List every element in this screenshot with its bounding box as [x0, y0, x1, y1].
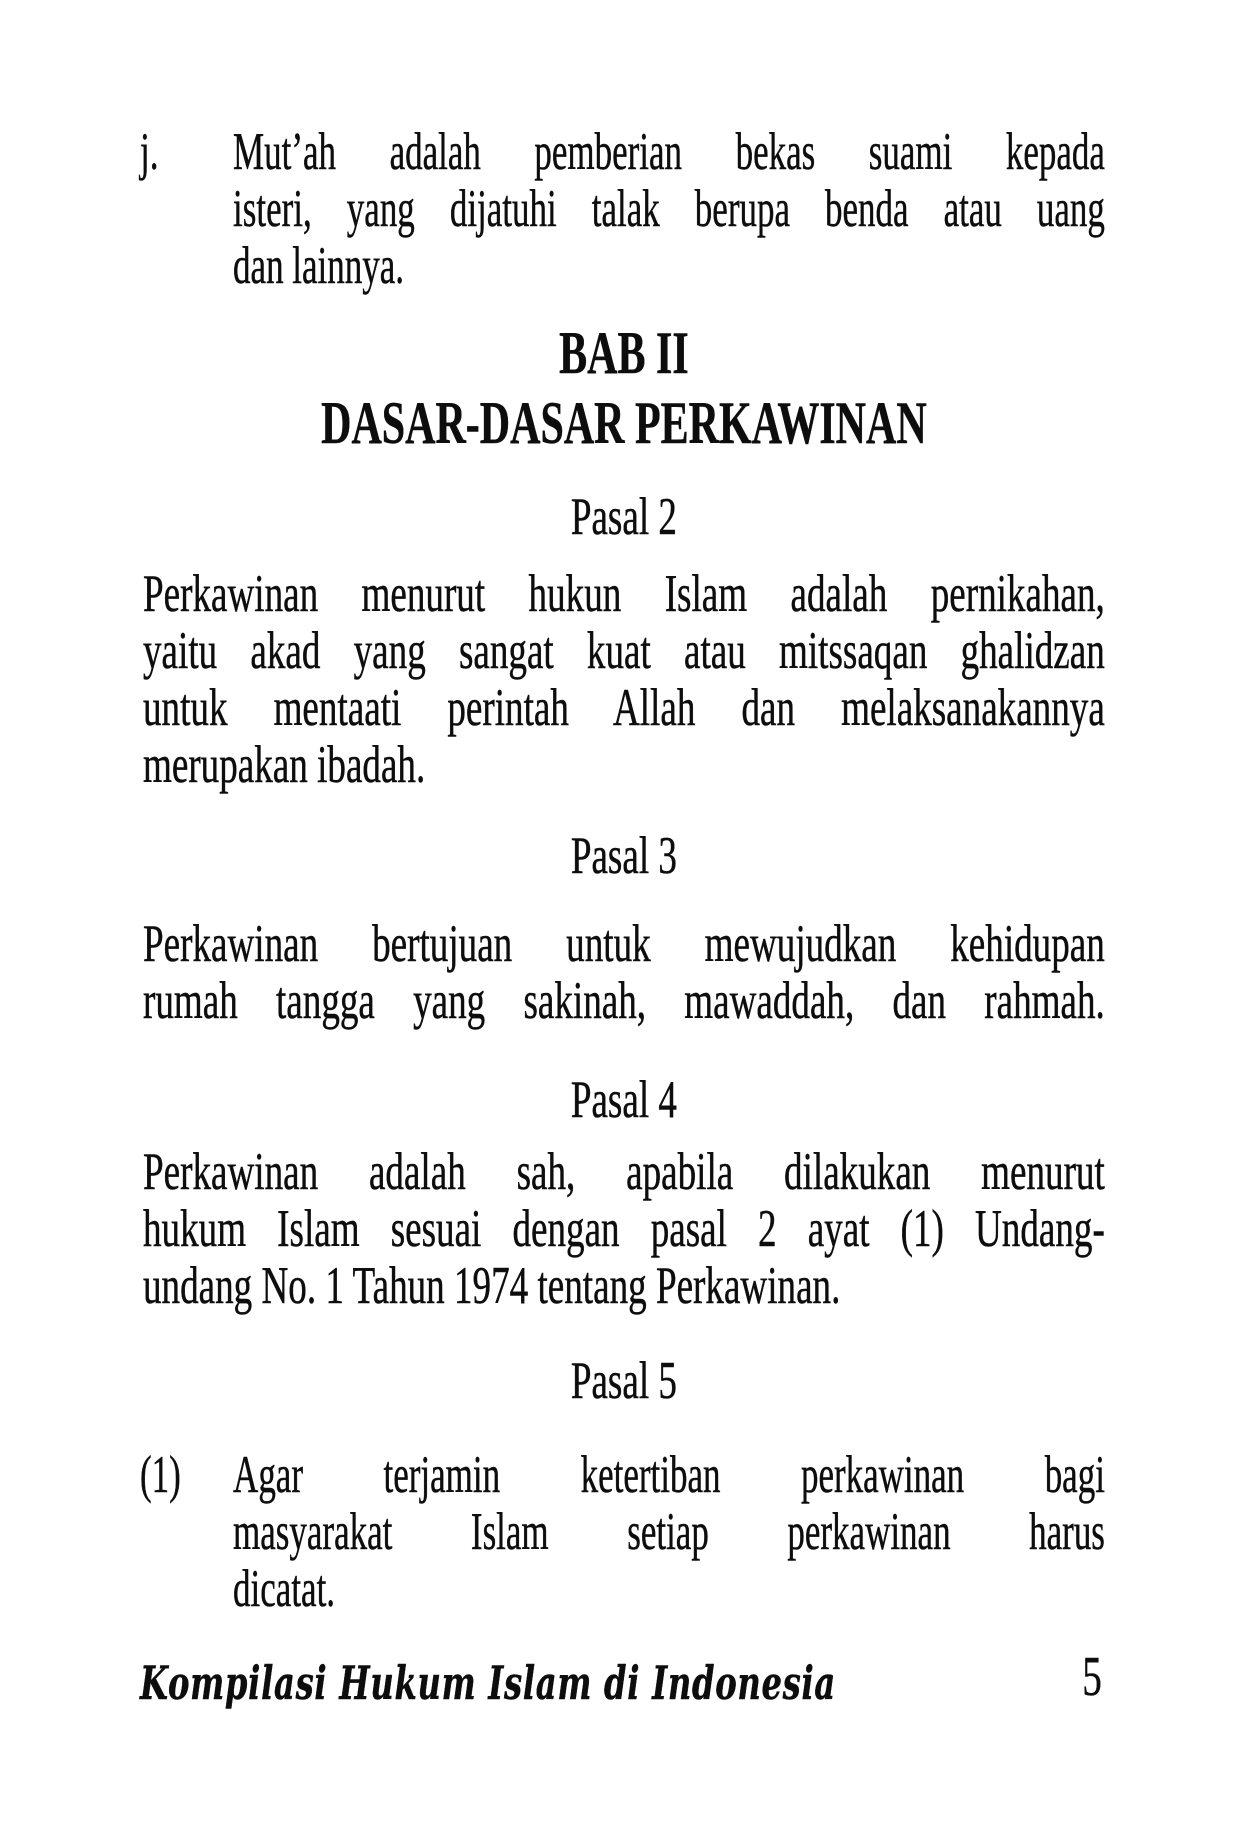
text-line: hukum Islam sesuai dengan pasal 2 ayat (1) Undang-	[143, 1200, 1105, 1258]
article-heading-pasal-4: Pasal 4	[570, 1071, 677, 1129]
article-heading-pasal-5: Pasal 5	[570, 1352, 677, 1410]
text-line: masyarakat Islam setiap perkawinan harus	[233, 1503, 1105, 1561]
text-line: dicatat.	[233, 1560, 336, 1618]
text-line: dan lainnya.	[233, 237, 405, 295]
chapter-title: DASAR-DASAR PERKAWINAN	[321, 390, 927, 456]
definition-item-j	[140, 124, 1105, 295]
text-line: untuk mentaati perintah Allah dan melaksanakannya	[143, 679, 1105, 737]
page-footer	[140, 1646, 1105, 1735]
text-line: rumah tangga yang sakinah, mawaddah, dan rahmah.	[143, 972, 1105, 1030]
clause-1-text	[233, 1447, 1105, 1618]
item-j-label: j.	[140, 123, 159, 181]
text-line: Agar terjamin ketertiban perkawinan bagi	[233, 1446, 1105, 1504]
text-line: merupakan ibadah.	[143, 736, 426, 794]
text-line: isteri, yang dijatuhi talak berupa benda atau uang	[233, 180, 1105, 238]
text-line: yaitu akad yang sangat kuat atau mitssaqan ghalidzan	[143, 622, 1105, 680]
chapter-number-heading	[143, 320, 1105, 386]
article-body-pasal-3	[143, 916, 1105, 1030]
article-body-pasal-5-item-1	[140, 1447, 1105, 1618]
footer-page-number: 5	[1082, 1646, 1102, 1708]
article-heading-pasal-3: Pasal 3	[570, 827, 677, 885]
text-line: Perkawinan menurut hukun Islam adalah pernikahan,	[143, 565, 1105, 623]
chapter-title-heading	[143, 390, 1105, 456]
article-body-pasal-4	[143, 1144, 1105, 1315]
clause-1-label: (1)	[140, 1446, 181, 1504]
text-line: Perkawinan bertujuan untuk mewujudkan kehidupan	[143, 915, 1105, 973]
article-heading-pasal-2: Pasal 2	[570, 488, 677, 546]
chapter-number: BAB II	[559, 320, 689, 386]
article-body-pasal-2	[143, 566, 1105, 794]
item-j-text	[233, 124, 1105, 295]
text-line: undang No. 1 Tahun 1974 tentang Perkawinan.	[143, 1257, 841, 1315]
footer-book-title: Kompilasi Hukum Islam di Indonesia	[140, 1656, 836, 1710]
text-line: Mut’ah adalah pemberian bekas suami kepada	[233, 123, 1105, 181]
text-line: Perkawinan adalah sah, apabila dilakukan menurut	[143, 1143, 1105, 1201]
